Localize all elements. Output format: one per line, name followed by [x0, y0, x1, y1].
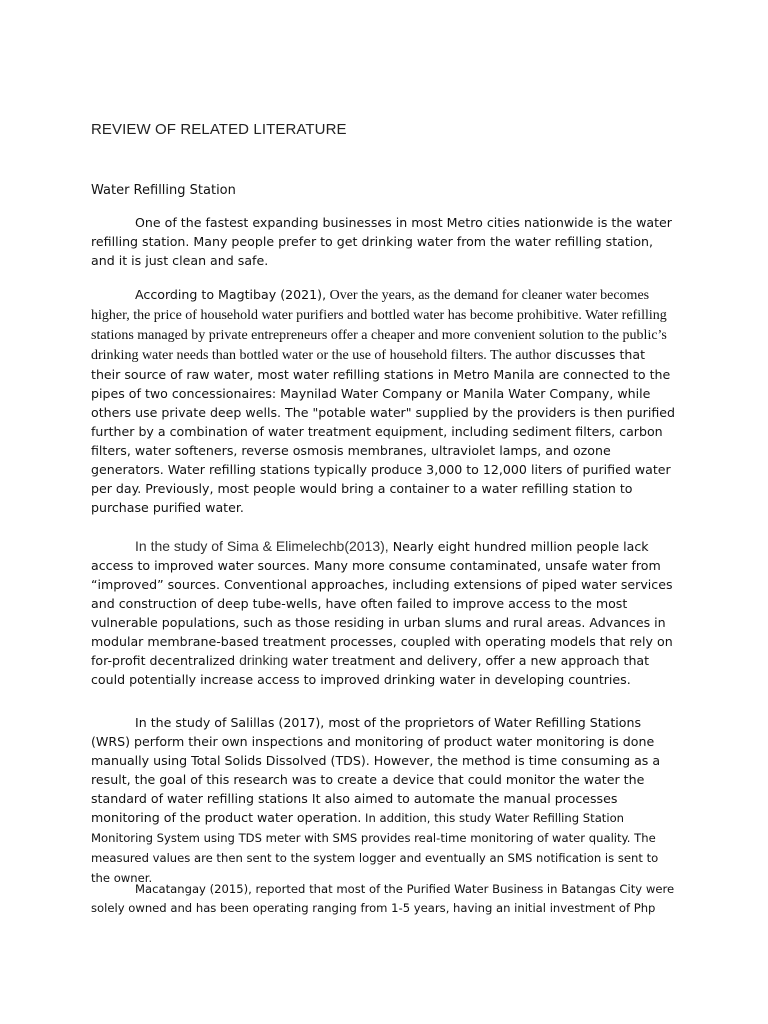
- paragraph-3-word: drinking: [239, 652, 289, 668]
- page-title: REVIEW OF RELATED LITERATURE: [91, 121, 347, 138]
- paragraph-4: [91, 713, 677, 888]
- paragraph-5-text: Macatangay (2015), reported that most of the Purified Water Business in Batangas City were solely owned and has been operating ranging from 1-5 years, having an initial investment of Php: [91, 882, 675, 915]
- paragraph-1: [91, 213, 677, 270]
- paragraph-3-lead: In the study of Sima & Elimelechb(2013),: [135, 538, 389, 554]
- paragraph-3-text-b: water treatment and delivery, offer a new approach that could potentially increase access to improved drinking water in developing countries.: [91, 653, 650, 687]
- paragraph-5: [91, 880, 677, 918]
- paragraph-2-lead: According to Magtibay (2021),: [135, 287, 327, 302]
- paragraph-3-text-a: Nearly eight hundred million people lack access to improved water sources. Many more consume contaminated, unsafe water from “improved” sources. Conventional approaches, including extensions of piped water services and construction of deep tube-wells, have often failed to improve access to the most vulnerable populations, such as those residing in urban slums and rural areas. Advances in modular membrane-based treatment processes, coupled with operating models that rely on for-profit decentralized: [91, 539, 673, 668]
- paragraph-3: [91, 537, 677, 689]
- paragraph-2: [91, 285, 677, 517]
- paragraph-4-text-a: In the study of Salillas (2017), most of the proprietors of Water Refilling Stations (WRS) perform their own inspections and monitoring of product water monitoring is done manually using Total Solids Dissolved (TDS). However, the method is time consuming as a result, the goal of this research was to create a device that could monitor the water the standard of water refilling stations It also aimed to automate the manual processes monitoring of the product water operation.: [91, 715, 661, 825]
- paragraph-4-text-b: In addition, this study Water Refilling Station Monitoring System using TDS meter with SMS provides real-time monitoring of water quality. The measured values are then sent to the system logger and eventually an SMS notification is sent to the owner.: [91, 811, 659, 885]
- paragraph-1-text: One of the fastest expanding businesses in most Metro cities nationwide is the water refilling station. Many people prefer to get drinking water from the water refilling station, and it is just clean and safe.: [91, 215, 672, 268]
- section-heading: Water Refilling Station: [91, 183, 236, 198]
- paragraph-2-serif-text: Over the years, as the demand for cleaner water becomes higher, the price of household water purifiers and bottled water has become prohibitive. Water refilling stations managed by private entrepreneurs offer a cheaper and more convenient solution to the public’s drinking water needs than bottled water or the use of household filters. The author: [91, 288, 667, 363]
- paragraph-2-text: discusses that their source of raw water, most water refilling stations in Metro Manila are connected to the pipes of two concessionaires: Maynilad Water Company or Manila Water Company, while others use private deep wells. The "potable water" supplied by the providers is then purified further by a combination of water treatment equipment, including sediment filters, carbon filters, water softeners, reverse osmosis membranes, ultraviolet lamps, and ozone generators. Water refilling stations typically produce 3,000 to 12,000 liters of purified water per day. Previously, most people would bring a container to a water refilling station to purchase purified water.: [91, 347, 676, 515]
